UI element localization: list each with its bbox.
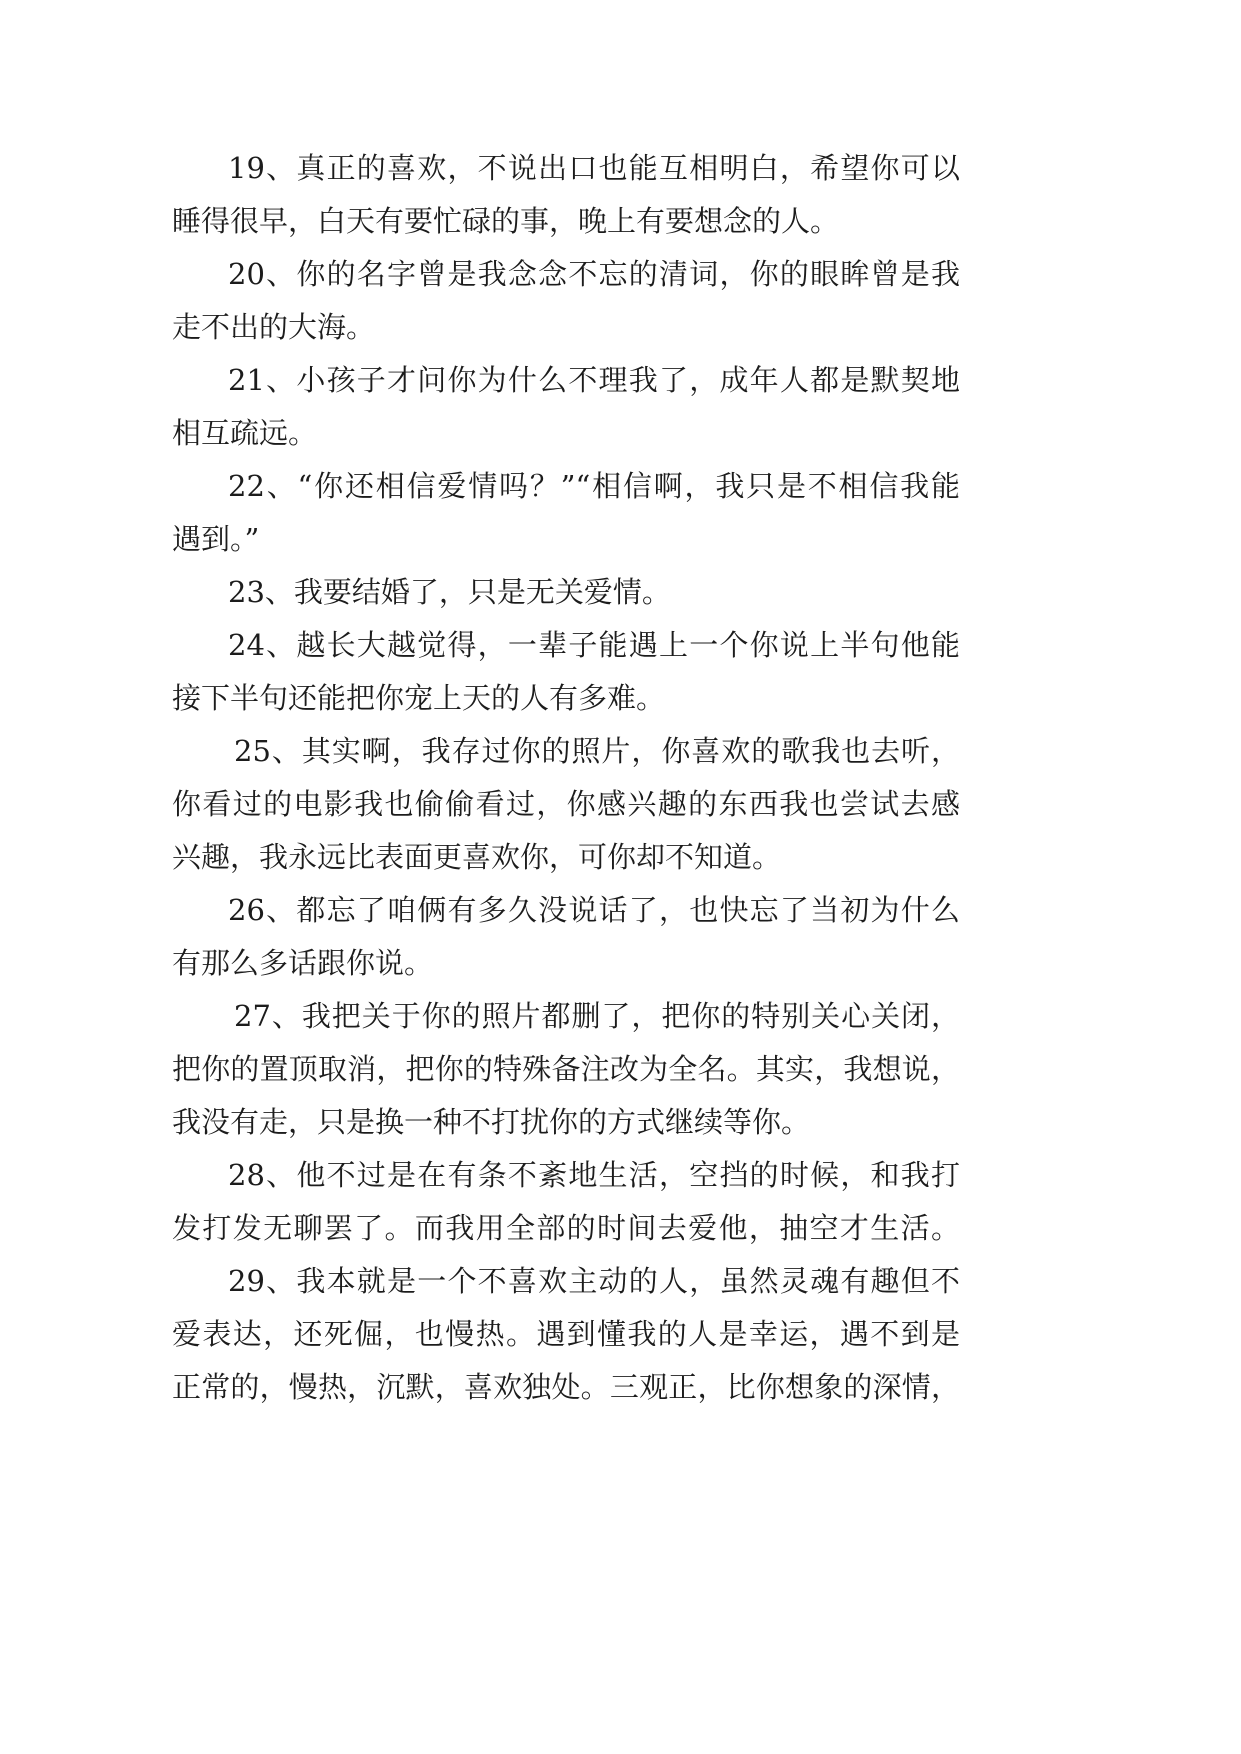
text-line: 正常的，慢热，沉默，喜欢独处。三观正，比你想象的深情， (172, 1370, 960, 1404)
paragraph-25 (172, 725, 960, 884)
paragraph-27 (172, 990, 960, 1149)
text-line: 接下半句还能把你宠上天的人有多难。 (172, 681, 666, 715)
text-line: 发打发无聊罢了。而我用全部的时间去爱他，抽空才生活。 (172, 1211, 960, 1245)
paragraph-29 (172, 1255, 960, 1414)
text-line: 遇到。” (172, 522, 260, 556)
text-line: 28、他不过是在有条不紊地生活，空挡的时候，和我打 (228, 1158, 960, 1192)
text-line: 睡得很早，白天有要忙碌的事，晚上有要想念的人。 (172, 204, 840, 238)
text-line: 26、都忘了咱俩有多久没说话了，也快忘了当初为什么 (228, 893, 960, 927)
paragraph-24 (172, 619, 960, 725)
text-line: 20、你的名字曾是我念念不忘的清词，你的眼眸曾是我 (228, 257, 960, 291)
paragraph-19 (172, 142, 960, 248)
paragraph-26 (172, 884, 960, 990)
text-line: 你看过的电影我也偷偷看过，你感兴趣的东西我也尝试去感 (172, 787, 960, 821)
text-line: 有那么多话跟你说。 (172, 946, 434, 980)
document-body (172, 142, 960, 1414)
text-line: 21、小孩子才问你为什么不理我了，成年人都是默契地 (228, 363, 960, 397)
text-line: 相互疏远。 (172, 416, 318, 450)
text-line: 兴趣，我永远比表面更喜欢你，可你却不知道。 (172, 840, 782, 874)
paragraph-22 (172, 460, 960, 566)
text-line: 爱表达，还死倔，也慢热。遇到懂我的人是幸运，遇不到是 (172, 1317, 960, 1351)
text-line: 19、真正的喜欢，不说出口也能互相明白，希望你可以 (228, 151, 960, 185)
paragraph-23 (172, 566, 960, 619)
text-line: 走不出的大海。 (172, 310, 376, 344)
text-line: 24、越长大越觉得，一辈子能遇上一个你说上半句他能 (228, 628, 960, 662)
text-line: 23、我要结婚了，只是无关爱情。 (228, 575, 671, 609)
paragraph-28 (172, 1149, 960, 1255)
text-line: 25、其实啊，我存过你的照片，你喜欢的歌我也去听， (234, 734, 960, 768)
paragraph-20 (172, 248, 960, 354)
text-line: 22、“你还相信爱情吗？”“相信啊，我只是不相信我能 (228, 469, 960, 503)
text-line: 29、我本就是一个不喜欢主动的人，虽然灵魂有趣但不 (228, 1264, 960, 1298)
text-line: 我没有走，只是换一种不打扰你的方式继续等你。 (172, 1105, 811, 1139)
paragraph-21 (172, 354, 960, 460)
text-line: 把你的置顶取消，把你的特殊备注改为全名。其实，我想说， (172, 1052, 960, 1086)
text-line: 27、我把关于你的照片都删了，把你的特别关心关闭， (234, 999, 960, 1033)
